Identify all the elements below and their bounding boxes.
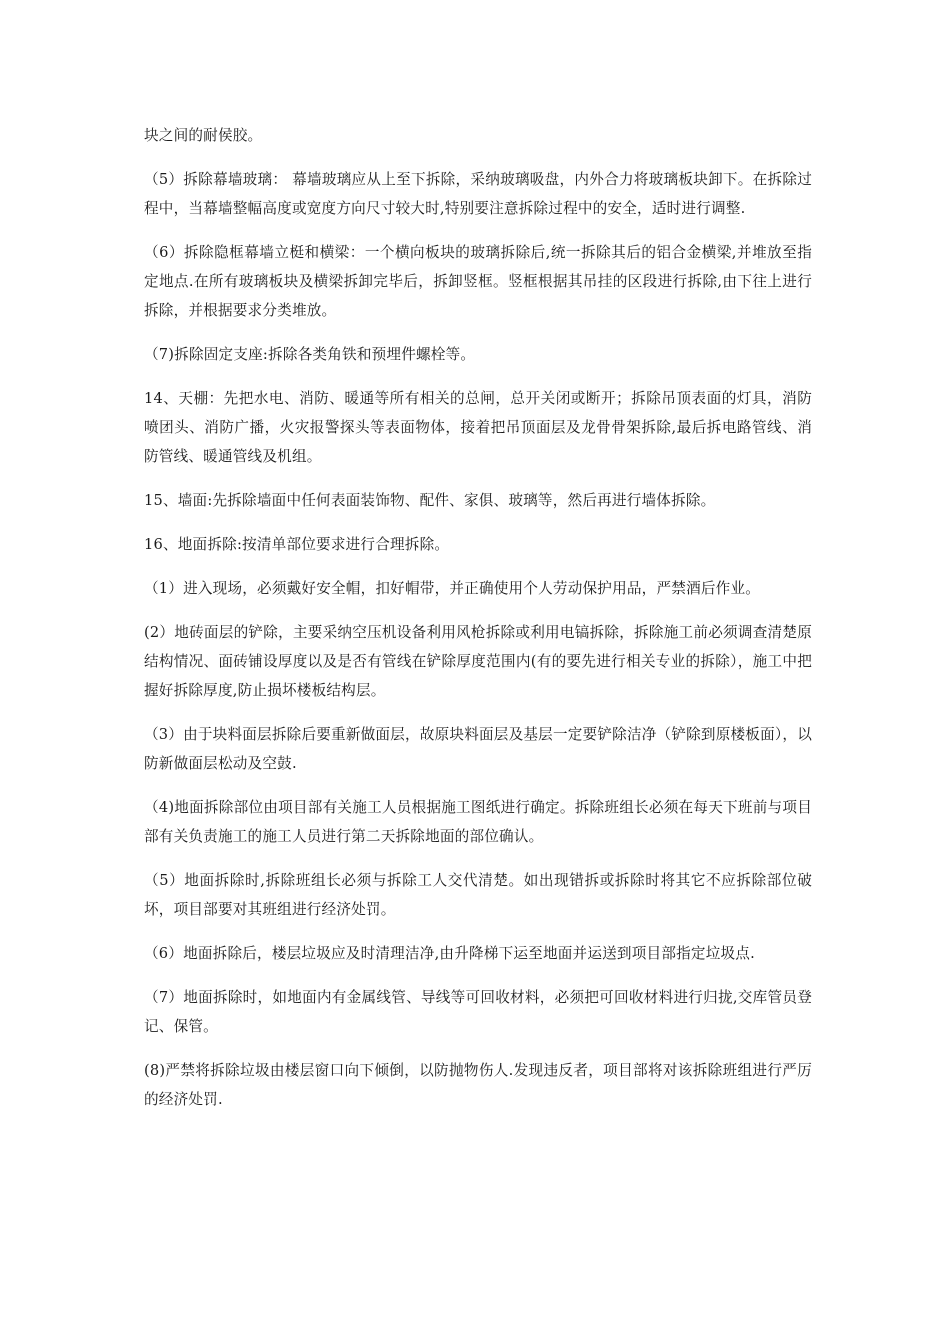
- paragraph-remove-fixed-supports: （7)拆除固定支座:拆除各类角铁和预埋件螺栓等。: [144, 346, 476, 363]
- paragraph-floor-item-1: （1）进入现场，必须戴好安全帽，扣好帽带，并正确使用个人劳动保护用品，严禁酒后作业。: [144, 580, 761, 597]
- paragraph-ceiling: 14、天棚：先把水电、消防、暖通等所有相关的总闸，总开关闭或断开；拆除吊顶表面的灯具，消防喷团头、消防广播，火灾报警探头等表面物体，接着把吊顶面层及龙骨骨架拆除,最后拆电路管线、消防管线、暖通管线及机组。: [144, 390, 812, 465]
- paragraph-floor-item-8: (8)严禁将拆除垃圾由楼层窗口向下倾倒，以防抛物伤人.发现违反者，项目部将对该拆除班组进行严厉的经济处罚.: [144, 1062, 812, 1108]
- paragraph-floor-item-3: （3）由于块料面层拆除后要重新做面层，故原块料面层及基层一定要铲除洁净（铲除到原楼板面），以防新做面层松动及空鼓.: [144, 726, 812, 772]
- paragraph-floor-item-2: (2）地砖面层的铲除，主要采纳空压机设备利用风枪拆除或利用电镐拆除，拆除施工前必须调查清楚原结构情况、面砖铺设厚度以及是否有管线在铲除厚度范围内(有的要先进行相关专业的拆除），施工中把握好拆除厚度,防止损坏楼板结构层。: [144, 624, 812, 699]
- paragraph-floor-removal: 16、地面拆除:按清单部位要求进行合理拆除。: [144, 536, 450, 553]
- paragraph-floor-item-7: （7）地面拆除时，如地面内有金属线管、导线等可回收材料，必须把可回收材料进行归拢,交库管员登记、保管。: [144, 989, 812, 1035]
- document-body: [144, 121, 812, 1129]
- paragraph-remove-mullions-transoms: （6）拆除隐框幕墙立梃和横梁：一个横向板块的玻璃拆除后,统一拆除其后的铝合金横梁,并堆放至指定地点.在所有玻璃板块及横梁拆卸完毕后，拆卸竖框。竖框根据其吊挂的区段进行拆除,由下往上进行拆除，并根据要求分类堆放。: [144, 244, 812, 319]
- paragraph-floor-item-5: （5）地面拆除时,拆除班组长必须与拆除工人交代清楚。如出现错拆或拆除时将其它不应拆除部位破坏，项目部要对其班组进行经济处罚。: [144, 872, 812, 918]
- paragraph-floor-item-4: （4)地面拆除部位由项目部有关施工人员根据施工图纸进行确定。拆除班组长必须在每天下班前与项目部有关负责施工的施工人员进行第二天拆除地面的部位确认。: [144, 799, 812, 845]
- paragraph-remove-curtain-glass: （5）拆除幕墙玻璃： 幕墙玻璃应从上至下拆除，采纳玻璃吸盘，内外合力将玻璃板块卸下。在拆除过程中，当幕墙整幅高度或宽度方向尺寸较大时,特别要注意拆除过程中的安全，适时进行调整.: [144, 171, 812, 217]
- paragraph-sealant-continuation: 块之间的耐侯胶。: [144, 127, 263, 144]
- paragraph-wall: 15、墙面:先拆除墙面中任何表面装饰物、配件、家俱、玻璃等，然后再进行墙体拆除。: [144, 492, 716, 509]
- paragraph-floor-item-6: （6）地面拆除后，楼层垃圾应及时清理洁净,由升降梯下运至地面并运送到项目部指定垃圾点.: [144, 945, 755, 962]
